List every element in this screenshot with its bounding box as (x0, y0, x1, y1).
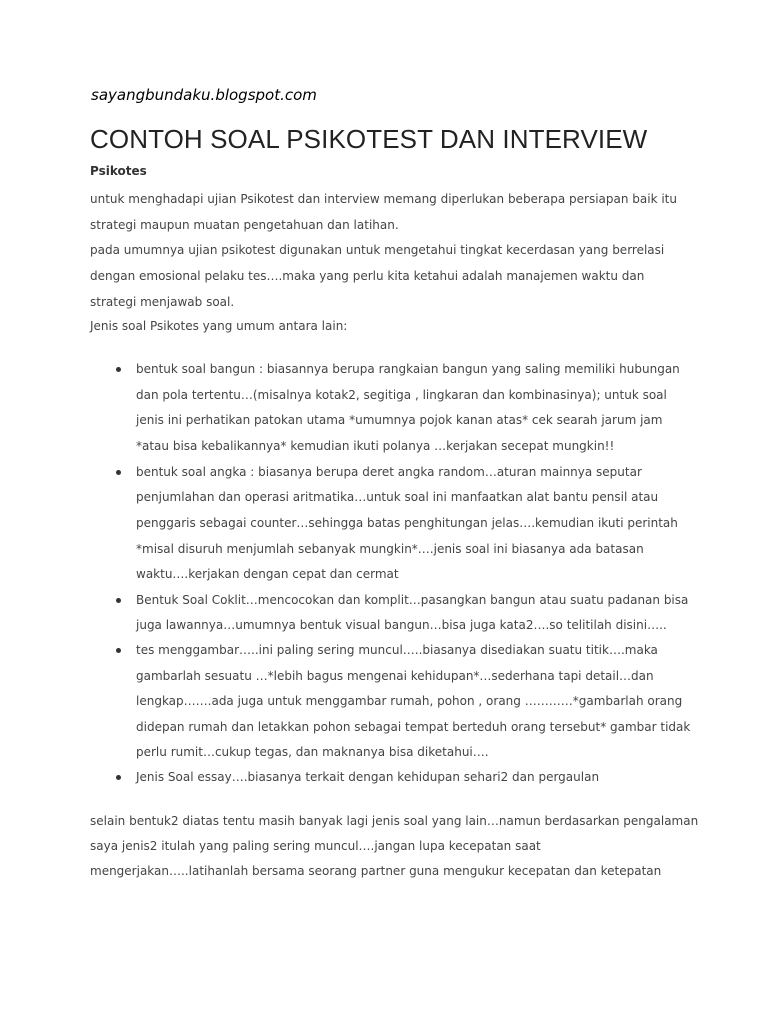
list-bullet (116, 775, 121, 780)
list-bullet (116, 648, 121, 653)
list-item-line: dan pola tertentu…(misalnya kotak2, segitiga , lingkaran dan kombinasinya); untuk soal (136, 388, 667, 402)
section-heading: Psikotes (90, 164, 147, 178)
list-item-line: lengkap…….ada juga untuk menggambar rumah, pohon , orang …………*gambarlah orang (136, 694, 683, 708)
intro-line: untuk menghadapi ujian Psikotest dan interview memang diperlukan beberapa persiapan baik itu (90, 192, 677, 206)
list-item-line: didepan rumah dan letakkan pohon sebagai tempat berteduh orang tersebut* gambar tidak (136, 720, 691, 734)
list-bullet (116, 367, 121, 372)
list-item-line: bentuk soal bangun : biasannya berupa rangkaian bangun yang saling memiliki hubungan (136, 362, 680, 376)
intro-line: strategi menjawab soal. (90, 295, 235, 309)
site-name: sayangbundaku.blogspot.com (91, 86, 317, 104)
closing-line: selain bentuk2 diatas tentu masih banyak lagi jenis soal yang lain…namun berdasarkan pengalaman (90, 814, 699, 828)
closing-line: saya jenis2 itulah yang paling sering muncul….jangan lupa kecepatan saat (90, 839, 541, 853)
list-item-line: penggaris sebagai counter…sehingga batas penghitungan jelas….kemudian ikuti perintah (136, 516, 678, 530)
list-item-line: tes menggambar…..ini paling sering muncul…..biasanya disediakan suatu titik….maka (136, 643, 658, 657)
list-item-line: bentuk soal angka : biasanya berupa deret angka random…aturan mainnya seputar (136, 465, 642, 479)
intro-line: Jenis soal Psikotes yang umum antara lain: (90, 319, 348, 333)
page-title: CONTOH SOAL PSIKOTEST DAN INTERVIEW (90, 124, 648, 154)
list-item-line: penjumlahan dan operasi aritmatika…untuk soal ini manfaatkan alat bantu pensil atau (136, 490, 659, 504)
list-item-line: juga lawannya…umumnya bentuk visual bangun…bisa juga kata2….so telitilah disini….. (136, 618, 667, 632)
intro-line: dengan emosional pelaku tes….maka yang perlu kita ketahui adalah manajemen waktu dan (90, 269, 645, 283)
list-bullet (116, 470, 121, 475)
list-item-line: Jenis Soal essay….biasanya terkait dengan kehidupan sehari2 dan pergaulan (136, 770, 600, 784)
list-item-line: *atau bisa kebalikannya* kemudian ikuti polanya …kerjakan secepat mungkin!! (136, 439, 615, 453)
closing-line: mengerjakan…..latihanlah bersama seorang partner guna mengukur kecepatan dan ketepatan (90, 864, 662, 878)
list-bullet (116, 598, 121, 603)
list-item-line: jenis ini perhatikan patokan utama *umumnya pojok kanan atas* cek searah jarum jam (136, 413, 663, 427)
list-item-line: *misal disuruh menjumlah sebanyak mungkin*….jenis soal ini biasanya ada batasan (136, 542, 644, 556)
list-item-line: perlu rumit…cukup tegas, dan maknanya bisa diketahui…. (136, 745, 489, 759)
list-item-line: gambarlah sesuatu …*lebih bagus mengenai kehidupan*…sederhana tapi detail…dan (136, 669, 654, 683)
list-item-line: waktu….kerjakan dengan cepat dan cermat (136, 567, 399, 581)
list-item-line: Bentuk Soal Coklit…mencocokan dan komplit…pasangkan bangun atau suatu padanan bisa (136, 593, 689, 607)
intro-line: strategi maupun muatan pengetahuan dan latihan. (90, 218, 399, 232)
intro-line: pada umumnya ujian psikotest digunakan untuk mengetahui tingkat kecerdasan yang berrelasi (90, 243, 665, 257)
